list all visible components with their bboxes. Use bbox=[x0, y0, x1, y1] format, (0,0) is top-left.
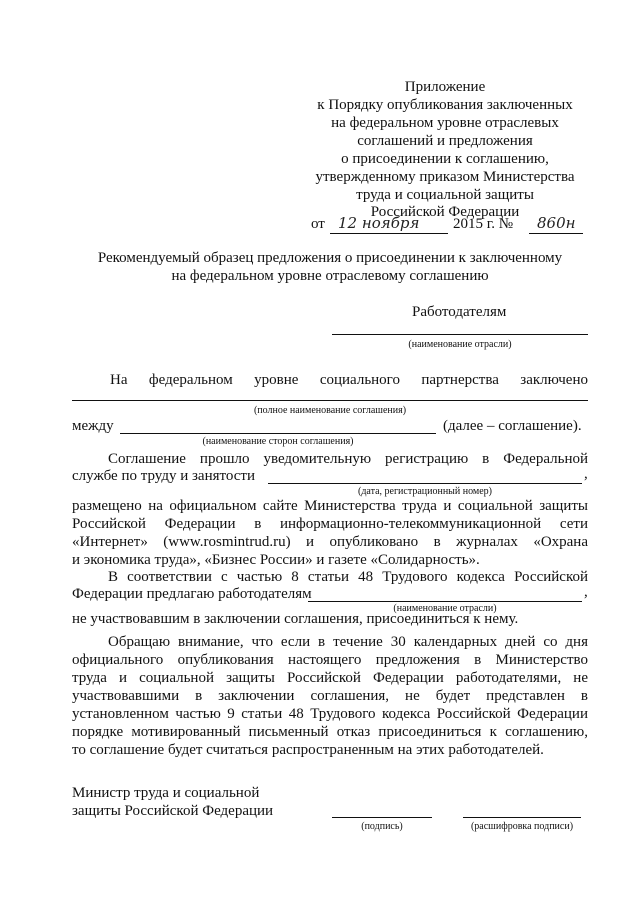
registration-underline bbox=[268, 483, 582, 484]
agreement-name-caption: (полное наименование соглашения) bbox=[253, 405, 407, 416]
signature-underline bbox=[332, 817, 432, 818]
order-year-number-label: 2015 г. № bbox=[453, 216, 514, 232]
appendix-line: к Порядку опубликования заключенных bbox=[317, 97, 573, 113]
paragraph2-line2: службе по труду и занятости bbox=[72, 468, 255, 484]
appendix-line: соглашений и предложения bbox=[357, 133, 533, 149]
addressee-label: Работодателям bbox=[412, 304, 507, 320]
word: заключено bbox=[520, 372, 588, 388]
paragraph2-rest: размещено на официальном сайте Министерства труда и социальной защиты Российской Федерации в информационно-телекоммуникационной сети «Интернет» (www.rosmintrud.ru) и опубликовано в журналах «Охрана и экономика труда», «Бизнес России» и газете «Солидарность». bbox=[72, 498, 588, 568]
number-underline bbox=[529, 233, 583, 234]
order-date-handwritten: 12 ноября bbox=[338, 214, 420, 232]
document-title-line2: на федеральном уровне отраслевому соглашению bbox=[171, 268, 489, 284]
order-number-handwritten: 860н bbox=[537, 214, 576, 232]
paragraph4: Обращаю внимание, что если в течение 30 календарных дней со дня официального опубликования настоящего предложения в Министерство труда и социальной защиты Российской Федерации работодателями, не участвовавшими в заключении соглашения, не будет представлен в установленном частью 9 статьи 48 Трудового кодекса Российской Федерации порядке мотивированный письменный отказ присоединиться к соглашению, то соглашение будет считаться распространенным на этих работодателей. bbox=[72, 634, 588, 758]
industry-comma: , bbox=[584, 584, 588, 600]
appendix-line: труда и социальной защиты bbox=[356, 187, 534, 203]
agreement-name-underline bbox=[72, 400, 588, 401]
appendix-line: Приложение bbox=[404, 79, 486, 95]
signatory-title-line1: Министр труда и социальной bbox=[72, 785, 260, 801]
word: партнерства bbox=[421, 372, 499, 388]
paragraph3-line3: не участвовавшим в заключении соглашения, присоединиться к нему. bbox=[72, 611, 519, 627]
signature-decoding-caption: (расшифровка подписи) bbox=[470, 821, 574, 832]
appendix-line: утвержденному приказом Министерства bbox=[315, 169, 575, 185]
addressee-caption: (наименование отрасли) bbox=[408, 339, 512, 350]
paragraph3-line2: Федерации предлагаю работодателям bbox=[72, 586, 312, 602]
addressee-underline bbox=[332, 334, 588, 335]
between-label: между bbox=[72, 418, 114, 434]
paragraph3-line1: В соответствии с частью 8 статьи 48 Трудового кодекса Российской bbox=[108, 569, 588, 585]
industry-caption: (наименование отрасли) bbox=[393, 603, 497, 614]
document-title-line1: Рекомендуемый образец предложения о присоединении к заключенному bbox=[97, 250, 563, 266]
appendix-line: о присоединении к соглашению, bbox=[341, 151, 549, 167]
word: уровне bbox=[254, 372, 299, 388]
appendix-line: на федеральном уровне отраслевых bbox=[331, 115, 559, 131]
word: федеральном bbox=[148, 372, 233, 388]
word: социального bbox=[319, 372, 400, 388]
parties-caption: (наименование сторон соглашения) bbox=[202, 436, 354, 447]
appendix-line: Российской Федерации bbox=[370, 204, 520, 220]
registration-comma: , bbox=[584, 466, 588, 482]
paragraph1-line1 bbox=[72, 372, 588, 389]
date-underline bbox=[330, 233, 448, 234]
hereinafter-text: (далее – соглашение). bbox=[443, 418, 582, 434]
registration-caption: (дата, регистрационный номер) bbox=[357, 486, 493, 497]
industry-underline bbox=[308, 601, 582, 602]
signature-decoding-underline bbox=[463, 817, 581, 818]
parties-underline bbox=[120, 433, 436, 434]
signatory-title-line2: защиты Российской Федерации bbox=[72, 803, 274, 819]
order-date-label: от bbox=[311, 216, 325, 232]
signature-caption: (подпись) bbox=[361, 821, 403, 832]
paragraph2-line1: Соглашение прошло уведомительную регистрацию в Федеральной bbox=[108, 451, 588, 467]
word: На bbox=[110, 372, 128, 388]
